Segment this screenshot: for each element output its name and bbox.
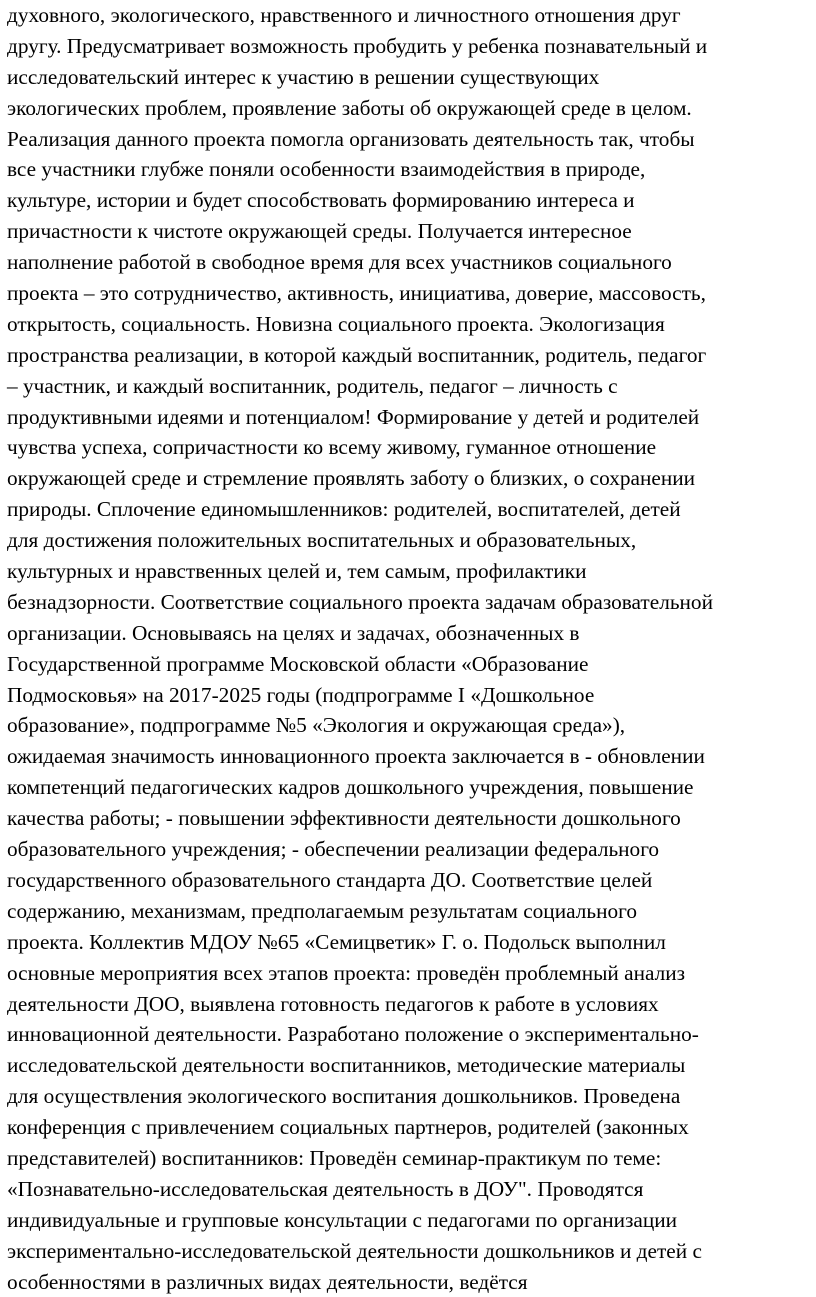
text-line: представителей) воспитанников: Проведён семинар-практикум по теме: [7,1145,662,1170]
text-line: экспериментально-исследовательской деятельности дошкольников и детей с [7,1238,702,1263]
text-line: качества работы; - повышении эффективности деятельности дошкольного [7,806,681,831]
text-line: причастности к чистоте окружающей среды. Получается интересное [7,219,632,244]
text-line: компетенций педагогических кадров дошкольного учреждения, повышение [7,775,694,800]
text-line: исследовательский интерес к участию в решении существующих [7,64,600,89]
text-line: конференция с привлечением социальных партнеров, родителей (законных [7,1115,689,1140]
text-line: Государственной программе Московской области «Образование [7,651,589,676]
text-line: пространства реализации, в которой каждый воспитанник, родитель, педагог [7,342,707,367]
text-line: основные мероприятия всех этапов проекта: проведён проблемный анализ [7,960,686,985]
text-line: окружающей среде и стремление проявлять заботу о близких, о сохранении [7,466,696,491]
text-line: чувства успеха, сопричастности ко всему живому, гуманное отношение [7,435,657,460]
text-line: Подмосковья» на 2017-2025 годы (подпрограмме I «Дошкольное [7,682,595,707]
text-line: экологических проблем, проявление заботы об окружающей среде в целом. [7,95,692,120]
text-line: продуктивными идеями и потенциалом! Формирование у детей и родителей [7,404,700,429]
text-line: безнадзорности. Соответствие социального проекта задачам образовательной [7,589,713,614]
text-line: «Познавательно-исследовательская деятельность в ДОУ". Проводятся [7,1176,644,1201]
text-line: наполнение работой в свободное время для всех участников социального [7,250,672,275]
text-line: исследовательской деятельности воспитанников, методические материалы [7,1053,686,1078]
document-body-text [7,0,813,1297]
text-line: культурных и нравственных целей и, тем самым, профилактики [7,559,587,584]
text-line: культуре, истории и будет способствовать формированию интереса и [7,188,635,213]
text-line: образование», подпрограмме №5 «Экология и окружающая среда»), [7,713,626,738]
text-line: проекта – это сотрудничество, активность, инициатива, доверие, массовость, [7,281,706,306]
text-line: Реализация данного проекта помогла организовать деятельность так, чтобы [7,126,695,151]
text-line: для достижения положительных воспитательных и образовательных, [7,528,637,553]
text-line: духовного, экологического, нравственного и личностного отношения друг [7,3,681,27]
text-line: другу. Предусматривает возможность пробудить у ребенка познавательный и [7,33,708,58]
text-line: природы. Сплочение единомышленников: родителей, воспитателей, детей [7,497,681,522]
text-line: все участники глубже поняли особенности взаимодействия в природе, [7,157,646,182]
text-line: особенностями в различных видах деятельности, ведётся [7,1269,528,1294]
text-line: деятельности ДОО, выявлена готовность педагогов к работе в условиях [7,991,659,1016]
text-line: открытость, социальность. Новизна социального проекта. Экологизация [7,311,665,336]
text-line: – участник, и каждый воспитанник, родитель, педагог – личность с [7,373,618,398]
text-line: содержанию, механизмам, предполагаемым результатам социального [7,898,637,923]
text-line: образовательного учреждения; - обеспечении реализации федерального [7,837,660,862]
text-line: проекта. Коллектив МДОУ №65 «Семицветик» Г. о. Подольск выполнил [7,929,666,954]
text-line: государственного образовательного стандарта ДО. Соответствие целей [7,867,653,892]
text-line: ожидаемая значимость инновационного проекта заключается в - обновлении [7,744,705,769]
text-line: для осуществления экологического воспитания дошкольников. Проведена [7,1084,681,1109]
text-line: организации. Основываясь на целях и задачах, обозначенных в [7,620,580,645]
text-line: инновационной деятельности. Разработано положение о экспериментально- [7,1022,699,1047]
text-line: индивидуальные и групповые консультации с педагогами по организации [7,1207,678,1232]
